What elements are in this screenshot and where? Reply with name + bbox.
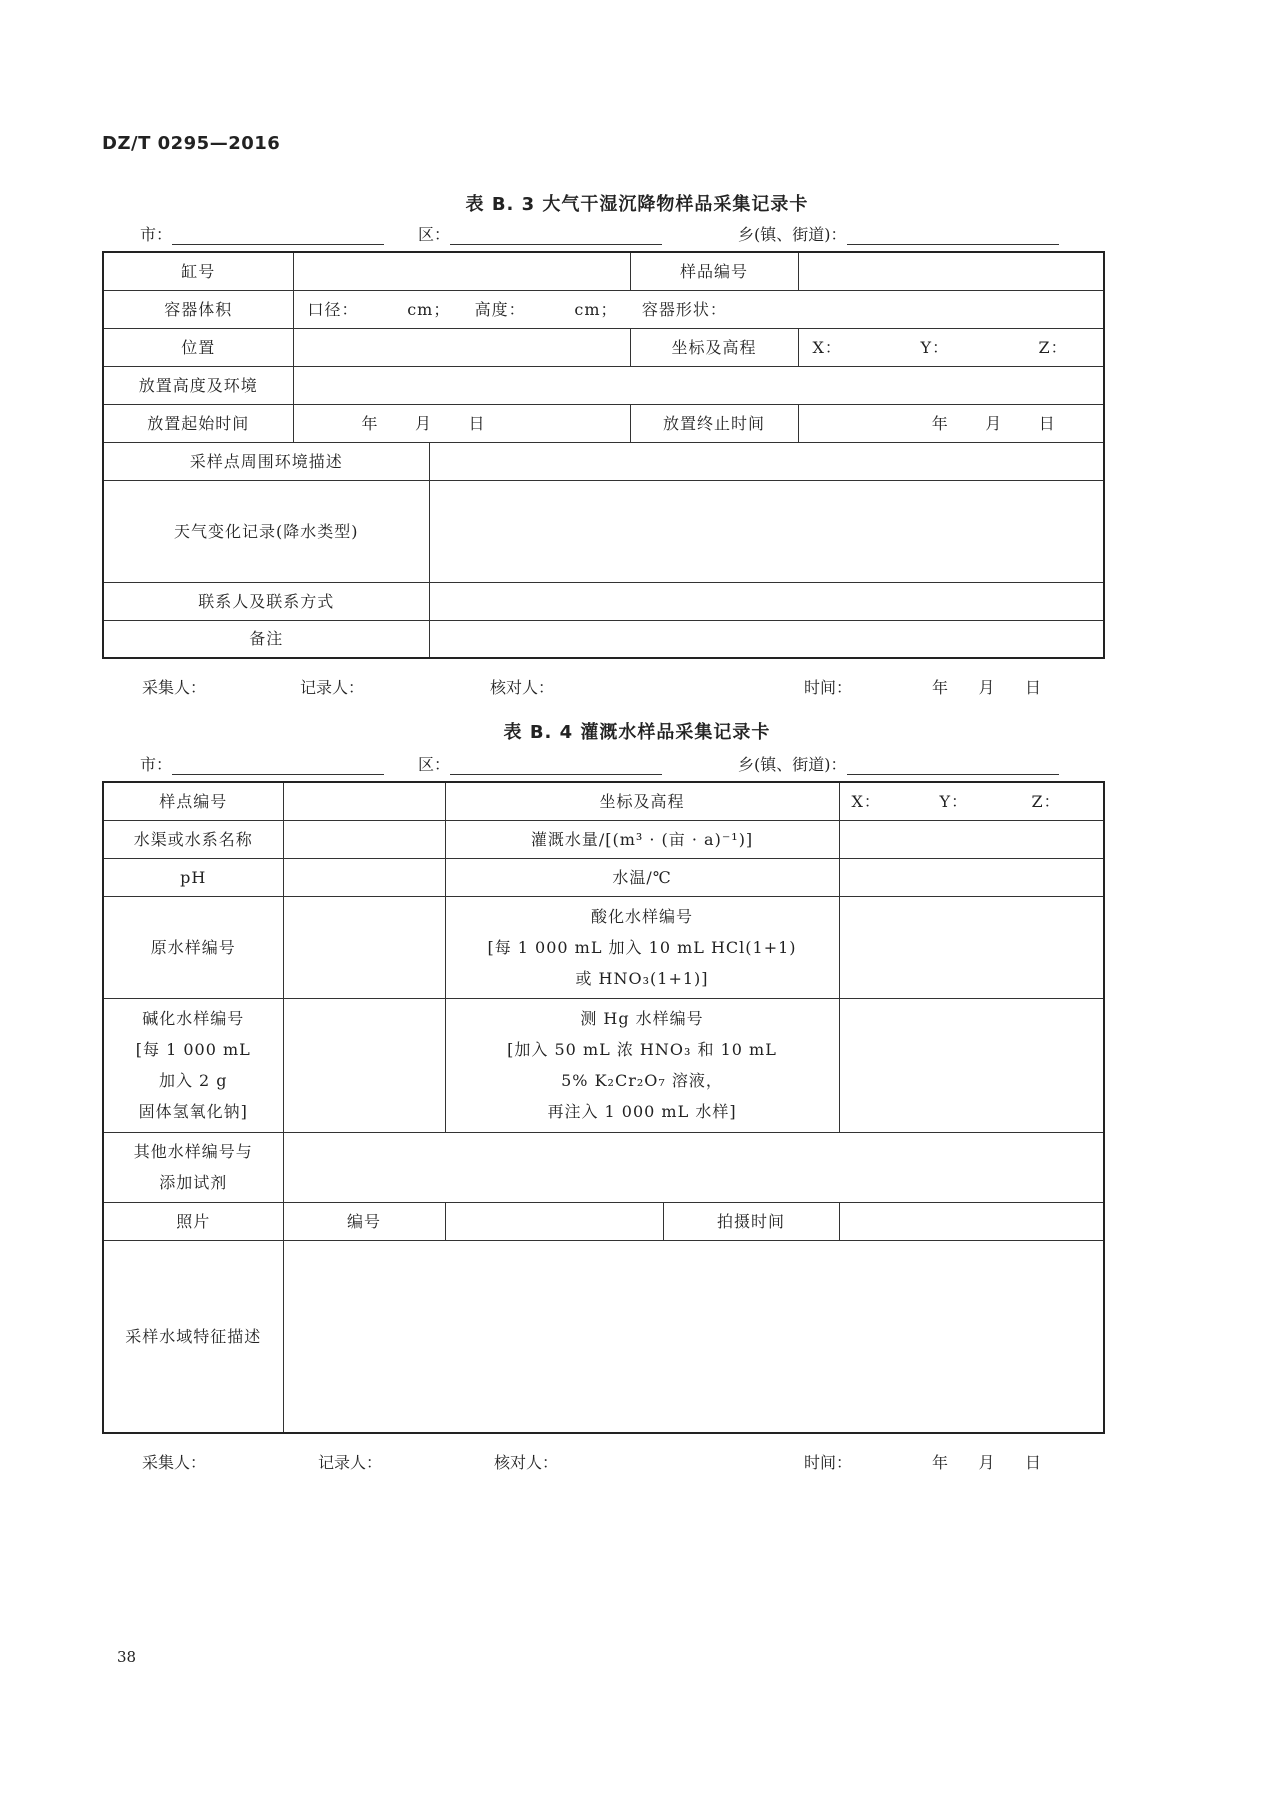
district-label: 区： xyxy=(418,755,451,774)
canal-name-label: 水渠或水系名称 xyxy=(103,820,283,858)
acid-line: [每 1 000 mL 加入 10 mL HCl(1+1) xyxy=(487,937,797,957)
b3-time-label: 时间： xyxy=(804,678,853,697)
irrigation-amount-cell[interactable] xyxy=(839,820,1104,858)
table-row xyxy=(103,1240,1104,1433)
alk-line: 碱化水样编号 xyxy=(142,1009,245,1028)
table-row xyxy=(103,820,1104,858)
container-volume-label: 容器体积 xyxy=(103,290,293,328)
b4-district-field xyxy=(418,752,662,775)
weather-label: 天气变化记录(降水类型) xyxy=(103,480,429,582)
city-label: 市： xyxy=(140,755,173,774)
hg-line: [加入 50 mL 浓 HNO₃ 和 10 mL xyxy=(507,1040,777,1059)
surroundings-cell[interactable] xyxy=(429,442,1104,480)
end-time-label: 放置终止时间 xyxy=(630,404,798,442)
table-row xyxy=(103,404,1104,442)
ph-label: pH xyxy=(103,858,283,896)
coords-cell[interactable] xyxy=(798,328,1104,366)
other-sample-cell[interactable] xyxy=(283,1132,1104,1202)
coords-cell[interactable] xyxy=(839,782,1104,820)
table-row xyxy=(103,252,1104,290)
table-b4-title: 表 B. 4 灌溉水样品采集记录卡 xyxy=(503,722,771,743)
other-line: 添加试剂 xyxy=(159,1173,228,1192)
photo-no-label: 编号 xyxy=(283,1202,445,1240)
district-label: 区： xyxy=(418,225,451,244)
coords-label: 坐标及高程 xyxy=(445,782,839,820)
alk-line: 固体氢氧化钠] xyxy=(138,1102,248,1121)
height-env-label: 放置高度及环境 xyxy=(103,366,293,404)
table-row xyxy=(103,620,1104,658)
town-label: 乡(镇、街道)： xyxy=(738,225,847,244)
canal-name-cell[interactable] xyxy=(283,820,445,858)
raw-sample-no-cell[interactable] xyxy=(283,896,445,998)
water-temp-label: 水温/℃ xyxy=(445,858,839,896)
y-label: Y： xyxy=(939,791,969,811)
hg-sample-cell[interactable] xyxy=(839,998,1104,1132)
town-label: 乡(镇、街道)： xyxy=(738,755,847,774)
sample-no-cell[interactable] xyxy=(798,252,1104,290)
table-row xyxy=(103,1132,1104,1202)
table-row xyxy=(103,366,1104,404)
b3-date-label: 年 月 日 xyxy=(932,678,1042,697)
other-line: 其他水样编号与 xyxy=(133,1142,253,1161)
remarks-label: 备注 xyxy=(103,620,429,658)
water-desc-label: 采样水域特征描述 xyxy=(103,1240,283,1433)
table-row xyxy=(103,896,1104,998)
y-label: Y： xyxy=(920,337,950,357)
page-number: 38 xyxy=(117,1648,137,1666)
photo-time-label: 拍摄时间 xyxy=(663,1202,839,1240)
water-temp-cell[interactable] xyxy=(839,858,1104,896)
standard-code: DZ/T 0295—2016 xyxy=(102,133,281,154)
acidified-sample-label xyxy=(445,896,839,998)
table-row xyxy=(103,582,1104,620)
photo-no-cell[interactable] xyxy=(445,1202,663,1240)
hg-line: 5% K₂Cr₂O₇ 溶液， xyxy=(561,1071,723,1090)
b4-checker-label: 核对人： xyxy=(494,1453,559,1472)
table-row xyxy=(103,998,1104,1132)
water-desc-cell[interactable] xyxy=(283,1240,1104,1433)
x-label: X： xyxy=(812,337,842,357)
alk-line: [每 1 000 mL xyxy=(135,1040,251,1059)
contact-cell[interactable] xyxy=(429,582,1104,620)
b4-collector-label: 采集人： xyxy=(142,1453,207,1472)
tank-no-label: 缸号 xyxy=(103,252,293,290)
table-row xyxy=(103,858,1104,896)
surroundings-label: 采样点周围环境描述 xyxy=(103,442,429,480)
b4-time-label: 时间： xyxy=(804,1453,853,1472)
start-time-label: 放置起始时间 xyxy=(103,404,293,442)
b4-town-field xyxy=(738,752,1059,775)
coords-label: 坐标及高程 xyxy=(630,328,798,366)
hg-sample-label xyxy=(445,998,839,1132)
end-date-cell[interactable]: 年 月 日 xyxy=(798,404,1104,442)
table-b3-title: 表 B. 3 大气干湿沉降物样品采集记录卡 xyxy=(465,194,809,215)
raw-sample-no-label: 原水样编号 xyxy=(103,896,283,998)
container-detail-cell[interactable]: 口径： cm； 高度： cm； 容器形状： xyxy=(293,290,1104,328)
other-sample-label xyxy=(103,1132,283,1202)
b3-checker-label: 核对人： xyxy=(490,678,555,697)
b3-collector-label: 采集人： xyxy=(142,678,207,697)
alk-line: 加入 2 g xyxy=(158,1071,228,1090)
table-row xyxy=(103,1202,1104,1240)
b3-district-field xyxy=(418,222,662,245)
acidified-sample-cell[interactable] xyxy=(839,896,1104,998)
b3-city-field xyxy=(140,222,384,245)
alkalized-sample-cell[interactable] xyxy=(283,998,445,1132)
z-label: Z： xyxy=(1038,337,1068,357)
table-row xyxy=(103,782,1104,820)
site-no-cell[interactable] xyxy=(283,782,445,820)
table-b4 xyxy=(102,781,1105,1434)
table-b3 xyxy=(102,251,1105,659)
table-row xyxy=(103,328,1104,366)
b4-city-field xyxy=(140,752,384,775)
z-label: Z： xyxy=(1031,791,1061,811)
contact-label: 联系人及联系方式 xyxy=(103,582,429,620)
photo-label: 照片 xyxy=(103,1202,283,1240)
acid-line: 或 HNO₃(1+1)] xyxy=(575,968,709,988)
position-label: 位置 xyxy=(103,328,293,366)
start-date-cell[interactable]: 年 月 日 xyxy=(293,404,630,442)
b3-recorder-label: 记录人： xyxy=(300,678,365,697)
ph-cell[interactable] xyxy=(283,858,445,896)
hg-line: 再注入 1 000 mL 水样] xyxy=(547,1102,737,1121)
alkalized-sample-label xyxy=(103,998,283,1132)
photo-time-cell[interactable] xyxy=(839,1202,1104,1240)
tank-no-cell[interactable] xyxy=(293,252,630,290)
height-env-cell[interactable] xyxy=(293,366,1104,404)
table-row xyxy=(103,290,1104,328)
b4-recorder-label: 记录人： xyxy=(318,1453,383,1472)
remarks-cell[interactable] xyxy=(429,620,1104,658)
city-label: 市： xyxy=(140,225,173,244)
acid-line: 酸化水样编号 xyxy=(591,906,694,926)
b3-town-field xyxy=(738,222,1059,245)
position-cell[interactable] xyxy=(293,328,630,366)
x-label: X： xyxy=(851,791,881,811)
b4-date-label: 年 月 日 xyxy=(932,1453,1042,1472)
hg-line: 测 Hg 水样编号 xyxy=(580,1009,704,1028)
weather-cell[interactable] xyxy=(429,480,1104,582)
site-no-label: 样点编号 xyxy=(103,782,283,820)
table-row xyxy=(103,480,1104,582)
table-row xyxy=(103,442,1104,480)
sample-no-label: 样品编号 xyxy=(630,252,798,290)
irrigation-amount-label: 灌溉水量/[(m³ · (亩 · a)⁻¹)] xyxy=(445,820,839,858)
